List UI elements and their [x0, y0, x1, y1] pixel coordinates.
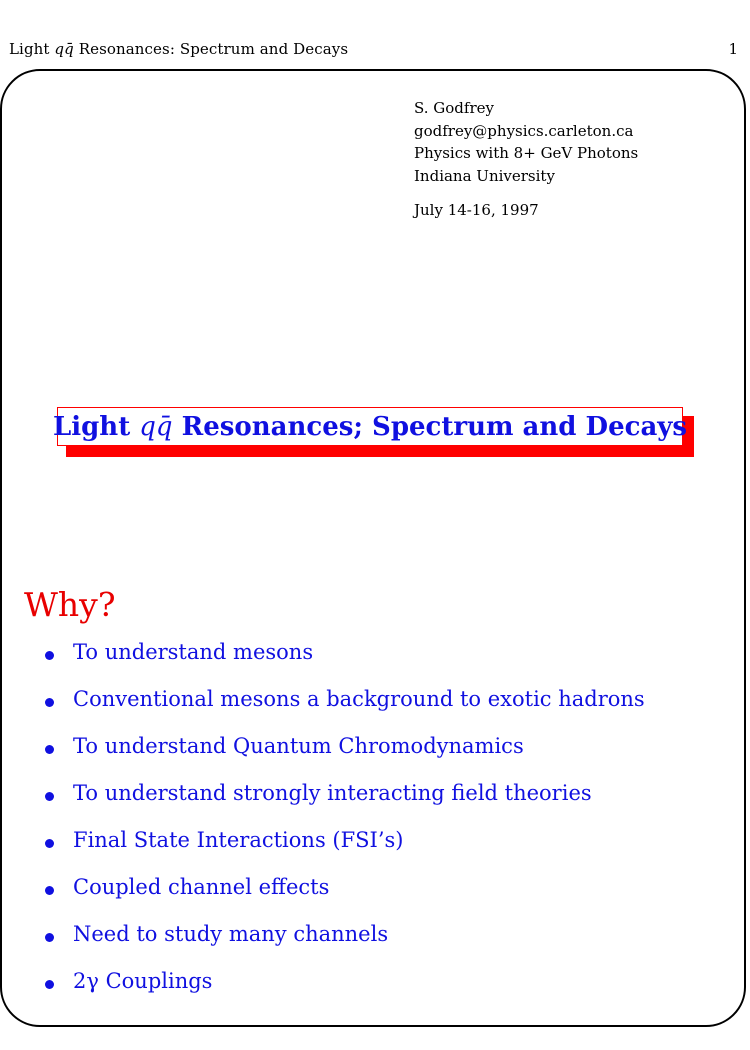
slide-title	[52, 407, 688, 446]
list-item-text: Final State Interactions (FSI’s)	[73, 828, 404, 852]
list-item	[40, 781, 645, 828]
author-block	[414, 97, 638, 222]
list-item-text: To understand mesons	[73, 640, 314, 664]
author-email: godfrey@physics.carleton.ca	[414, 121, 634, 140]
list-item-text: Coupled channel effects	[73, 875, 330, 899]
author-name: S. Godfrey	[414, 99, 494, 117]
bullet-icon	[45, 792, 54, 801]
title-post: Resonances; Spectrum and Decays	[172, 411, 688, 442]
list-item-text: Conventional mesons a background to exotic hadrons	[73, 687, 645, 711]
bullet-icon	[45, 745, 54, 754]
section-heading: Why?	[24, 585, 116, 624]
list-item-text: Need to study many channels	[73, 922, 389, 946]
list-item	[40, 687, 645, 734]
list-item-text: To understand strongly interacting field theories	[73, 781, 592, 805]
running-head-pre: Light	[9, 40, 55, 58]
institution: Indiana University	[414, 166, 555, 185]
title-math: qq̄	[139, 411, 173, 442]
title-box-wrapper	[52, 407, 688, 447]
list-item	[40, 828, 645, 875]
list-item	[40, 875, 645, 922]
bullet-icon	[45, 651, 54, 660]
bullet-icon	[45, 980, 54, 989]
meeting-date: July 14-16, 1997	[414, 201, 539, 219]
bullet-list	[40, 640, 645, 1016]
list-item	[40, 922, 645, 969]
bullet-icon	[45, 933, 54, 942]
running-head-post: Resonances: Spectrum and Decays	[73, 40, 349, 58]
title-pre: Light	[52, 411, 140, 442]
list-item-text: 2γ Couplings	[73, 969, 213, 993]
meeting-name: Physics with 8+ GeV Photons	[414, 144, 639, 162]
list-item	[40, 969, 645, 1016]
running-head	[9, 40, 348, 58]
page-number: 1	[728, 40, 738, 58]
bullet-icon	[45, 886, 54, 895]
list-item-text: To understand Quantum Chromodynamics	[73, 734, 524, 758]
bullet-icon	[45, 698, 54, 707]
running-head-math: qq̄	[54, 40, 74, 58]
bullet-icon	[45, 839, 54, 848]
list-item	[40, 640, 645, 687]
list-item	[40, 734, 645, 781]
